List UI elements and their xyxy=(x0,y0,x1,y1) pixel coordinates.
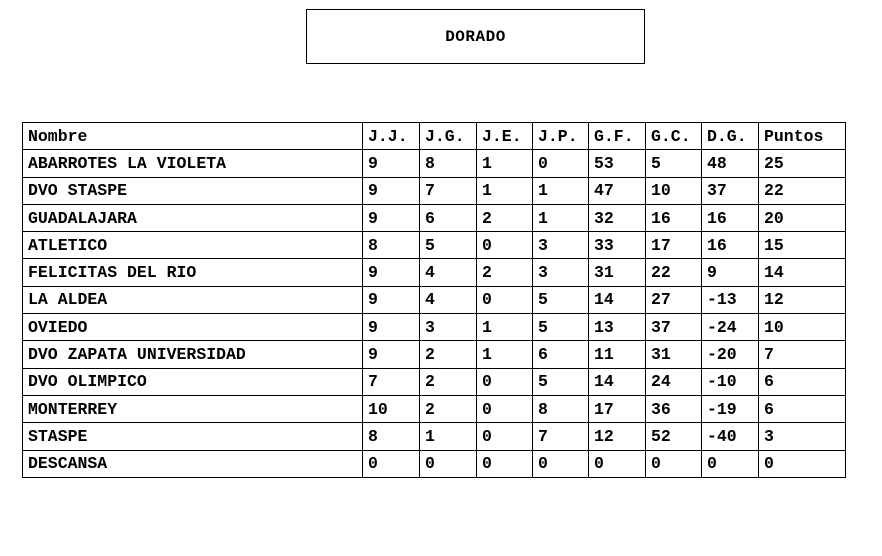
je-cell: 0 xyxy=(477,450,533,477)
table-body xyxy=(23,150,846,478)
puntos-cell: 12 xyxy=(759,286,846,313)
gc-cell: 17 xyxy=(646,232,702,259)
team-name-cell: MONTERREY xyxy=(23,395,363,422)
jp-cell: 3 xyxy=(533,232,589,259)
jp-cell: 3 xyxy=(533,259,589,286)
jj-cell: 7 xyxy=(363,368,420,395)
puntos-cell: 14 xyxy=(759,259,846,286)
dg-cell: -19 xyxy=(702,395,759,422)
gc-cell: 37 xyxy=(646,314,702,341)
page-title: DORADO xyxy=(445,27,506,46)
jg-cell: 8 xyxy=(420,150,477,177)
table-row xyxy=(23,232,846,259)
dg-cell: 16 xyxy=(702,232,759,259)
dg-cell: 0 xyxy=(702,450,759,477)
jp-cell: 0 xyxy=(533,450,589,477)
team-name-cell: STASPE xyxy=(23,423,363,450)
gf-cell: 33 xyxy=(589,232,646,259)
header-je: J.E. xyxy=(477,123,533,150)
gc-cell: 27 xyxy=(646,286,702,313)
gc-cell: 31 xyxy=(646,341,702,368)
jp-cell: 8 xyxy=(533,395,589,422)
jj-cell: 8 xyxy=(363,423,420,450)
team-name-cell: DVO OLIMPICO xyxy=(23,368,363,395)
gc-cell: 0 xyxy=(646,450,702,477)
header-row xyxy=(23,123,846,150)
je-cell: 0 xyxy=(477,286,533,313)
puntos-cell: 6 xyxy=(759,368,846,395)
team-name-cell: DESCANSA xyxy=(23,450,363,477)
table-row xyxy=(23,204,846,231)
jg-cell: 0 xyxy=(420,450,477,477)
jg-cell: 6 xyxy=(420,204,477,231)
jp-cell: 5 xyxy=(533,368,589,395)
je-cell: 2 xyxy=(477,259,533,286)
puntos-cell: 15 xyxy=(759,232,846,259)
gf-cell: 31 xyxy=(589,259,646,286)
gc-cell: 52 xyxy=(646,423,702,450)
gc-cell: 22 xyxy=(646,259,702,286)
title-box xyxy=(306,9,645,64)
gf-cell: 17 xyxy=(589,395,646,422)
header-puntos: Puntos xyxy=(759,123,846,150)
jg-cell: 1 xyxy=(420,423,477,450)
puntos-cell: 6 xyxy=(759,395,846,422)
team-name-cell: OVIEDO xyxy=(23,314,363,341)
table-row xyxy=(23,314,846,341)
table-row xyxy=(23,341,846,368)
table-row xyxy=(23,286,846,313)
header-jp: J.P. xyxy=(533,123,589,150)
je-cell: 2 xyxy=(477,204,533,231)
jg-cell: 2 xyxy=(420,368,477,395)
je-cell: 0 xyxy=(477,368,533,395)
jj-cell: 9 xyxy=(363,204,420,231)
gf-cell: 53 xyxy=(589,150,646,177)
jj-cell: 0 xyxy=(363,450,420,477)
jg-cell: 2 xyxy=(420,341,477,368)
dg-cell: 37 xyxy=(702,177,759,204)
dg-cell: 48 xyxy=(702,150,759,177)
gf-cell: 47 xyxy=(589,177,646,204)
puntos-cell: 7 xyxy=(759,341,846,368)
jj-cell: 9 xyxy=(363,150,420,177)
jp-cell: 5 xyxy=(533,286,589,313)
dg-cell: -40 xyxy=(702,423,759,450)
dg-cell: -20 xyxy=(702,341,759,368)
header-jj: J.J. xyxy=(363,123,420,150)
puntos-cell: 0 xyxy=(759,450,846,477)
header-nombre: Nombre xyxy=(23,123,363,150)
jj-cell: 8 xyxy=(363,232,420,259)
jg-cell: 5 xyxy=(420,232,477,259)
header-gf: G.F. xyxy=(589,123,646,150)
gc-cell: 5 xyxy=(646,150,702,177)
gf-cell: 11 xyxy=(589,341,646,368)
jg-cell: 2 xyxy=(420,395,477,422)
gc-cell: 16 xyxy=(646,204,702,231)
puntos-cell: 25 xyxy=(759,150,846,177)
jp-cell: 1 xyxy=(533,177,589,204)
team-name-cell: ATLETICO xyxy=(23,232,363,259)
je-cell: 0 xyxy=(477,395,533,422)
team-name-cell: FELICITAS DEL RIO xyxy=(23,259,363,286)
jj-cell: 9 xyxy=(363,259,420,286)
jp-cell: 0 xyxy=(533,150,589,177)
gf-cell: 32 xyxy=(589,204,646,231)
table-row xyxy=(23,423,846,450)
je-cell: 1 xyxy=(477,341,533,368)
dg-cell: 9 xyxy=(702,259,759,286)
je-cell: 1 xyxy=(477,314,533,341)
team-name-cell: DVO ZAPATA UNIVERSIDAD xyxy=(23,341,363,368)
jj-cell: 9 xyxy=(363,177,420,204)
gc-cell: 10 xyxy=(646,177,702,204)
dg-cell: -10 xyxy=(702,368,759,395)
gf-cell: 14 xyxy=(589,286,646,313)
jp-cell: 6 xyxy=(533,341,589,368)
table-row xyxy=(23,395,846,422)
jg-cell: 4 xyxy=(420,259,477,286)
jj-cell: 10 xyxy=(363,395,420,422)
je-cell: 0 xyxy=(477,423,533,450)
dg-cell: 16 xyxy=(702,204,759,231)
table-row xyxy=(23,150,846,177)
je-cell: 1 xyxy=(477,150,533,177)
puntos-cell: 20 xyxy=(759,204,846,231)
gc-cell: 36 xyxy=(646,395,702,422)
gf-cell: 0 xyxy=(589,450,646,477)
puntos-cell: 22 xyxy=(759,177,846,204)
puntos-cell: 3 xyxy=(759,423,846,450)
je-cell: 0 xyxy=(477,232,533,259)
gf-cell: 14 xyxy=(589,368,646,395)
jg-cell: 3 xyxy=(420,314,477,341)
jj-cell: 9 xyxy=(363,286,420,313)
jj-cell: 9 xyxy=(363,341,420,368)
jj-cell: 9 xyxy=(363,314,420,341)
jg-cell: 4 xyxy=(420,286,477,313)
jp-cell: 7 xyxy=(533,423,589,450)
table-row xyxy=(23,368,846,395)
table-row xyxy=(23,259,846,286)
table-row xyxy=(23,450,846,477)
header-jg: J.G. xyxy=(420,123,477,150)
jp-cell: 5 xyxy=(533,314,589,341)
team-name-cell: DVO STASPE xyxy=(23,177,363,204)
jg-cell: 7 xyxy=(420,177,477,204)
puntos-cell: 10 xyxy=(759,314,846,341)
jp-cell: 1 xyxy=(533,204,589,231)
dg-cell: -13 xyxy=(702,286,759,313)
team-name-cell: LA ALDEA xyxy=(23,286,363,313)
team-name-cell: ABARROTES LA VIOLETA xyxy=(23,150,363,177)
header-gc: G.C. xyxy=(646,123,702,150)
header-dg: D.G. xyxy=(702,123,759,150)
gf-cell: 12 xyxy=(589,423,646,450)
dg-cell: -24 xyxy=(702,314,759,341)
gf-cell: 13 xyxy=(589,314,646,341)
je-cell: 1 xyxy=(477,177,533,204)
team-name-cell: GUADALAJARA xyxy=(23,204,363,231)
standings-table xyxy=(22,122,846,478)
gc-cell: 24 xyxy=(646,368,702,395)
table-row xyxy=(23,177,846,204)
